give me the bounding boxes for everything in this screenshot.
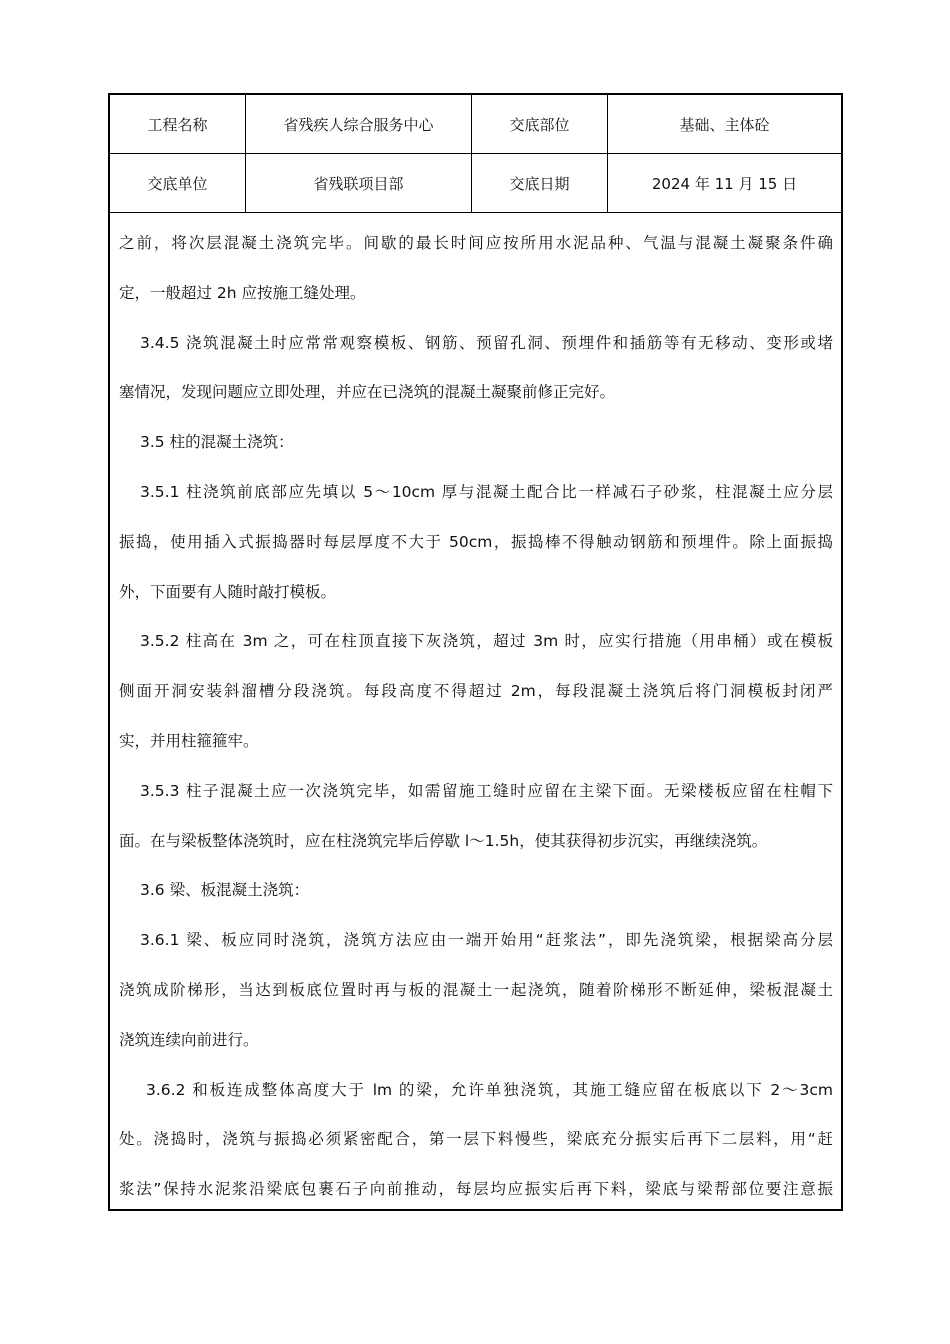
- disclosure-date-value: 2024 年 11 月 15 日: [608, 154, 841, 213]
- text-line: 浇筑成阶梯形，当达到板底位置时再与板的混凝土一起浇筑，随着阶梯形不断延伸，梁板混凝土: [119, 980, 833, 999]
- disclosure-unit-label: 交底单位: [110, 154, 246, 213]
- section-heading: 3.6 梁、板混凝土浇筑：: [140, 881, 310, 900]
- disclosure-unit-value: 省残联项目部: [246, 154, 472, 213]
- section-heading: 3.5 柱的混凝土浇筑：: [140, 433, 294, 452]
- text-line: 外，下面要有人随时敲打模板。: [119, 582, 337, 601]
- text-line: 实，并用柱箍箍牢。: [119, 731, 259, 750]
- text-line: 3.5.2 柱高在 3m 之，可在柱顶直接下灰浇筑，超过 3m 时，应实行措施（用串桶）或在模板: [140, 632, 833, 651]
- text-line: 3.5.3 柱子混凝土应一次浇筑完毕，如需留施工缝时应留在主梁下面。无梁楼板应留在柱帽下: [140, 781, 833, 800]
- text-line: 之前，将次层混凝土浇筑完毕。间歇的最长时间应按所用水泥品种、气温与混凝土凝聚条件确: [119, 234, 833, 252]
- text-line: 浆法”保持水泥浆沿梁底包裹石子向前推动，每层均应振实后再下料，梁底与梁帮部位要注意振: [119, 1180, 833, 1199]
- text-line: 定，一般超过 2h 应按施工缝处理。: [119, 283, 366, 302]
- text-line: 3.4.5 浇筑混凝土时应常常观察模板、钢筋、预留孔洞、预埋件和插筋等有无移动、变形或堵: [140, 333, 833, 352]
- disclosure-date-label: 交底日期: [472, 154, 608, 213]
- disclosure-part-value: 基础、主体砼: [608, 95, 841, 154]
- disclosure-form: [108, 93, 843, 1211]
- text-line: 处。浇捣时，浇筑与振捣必须紧密配合，第一层下料慢些，梁底充分振实后再下二层料，用“赶: [119, 1130, 833, 1149]
- disclosure-part-label: 交底部位: [472, 95, 608, 154]
- body-text: [110, 213, 841, 1215]
- text-line: 侧面开洞安装斜溜槽分段浇筑。每段高度不得超过 2m，每段混凝土浇筑后将门洞模板封闭严: [119, 682, 833, 701]
- text-line: 3.6.2 和板连成整体高度大于 lm 的梁，允许单独浇筑，其施工缝应留在板底以下 2～3cm: [146, 1080, 833, 1099]
- project-name-value: 省残疾人综合服务中心: [246, 95, 472, 154]
- text-line: 塞情况，发现问题应立即处理，并应在已浇筑的混凝土凝聚前修正完好。: [119, 383, 616, 402]
- text-line: 振捣，使用插入式振捣器时每层厚度不大于 50cm，振捣棒不得触动钢筋和预埋件。除上面振捣: [119, 532, 833, 551]
- header-table: [110, 95, 841, 213]
- text-line: 3.5.1 柱浇筑前底部应先填以 5～10cm 厚与混凝土配合比一样减石子砂浆，柱混凝土应分层: [140, 482, 833, 501]
- text-line: 3.6.1 梁、板应同时浇筑，浇筑方法应由一端开始用“赶浆法”，即先浇筑梁，根据梁高分层: [140, 931, 833, 950]
- text-line: 浇筑连续向前进行。: [119, 1030, 259, 1049]
- text-line: 面。在与梁板整体浇筑时，应在柱浇筑完毕后停歇 l～1.5h，使其获得初步沉实，再继续浇筑。: [119, 831, 768, 850]
- project-name-label: 工程名称: [110, 95, 246, 154]
